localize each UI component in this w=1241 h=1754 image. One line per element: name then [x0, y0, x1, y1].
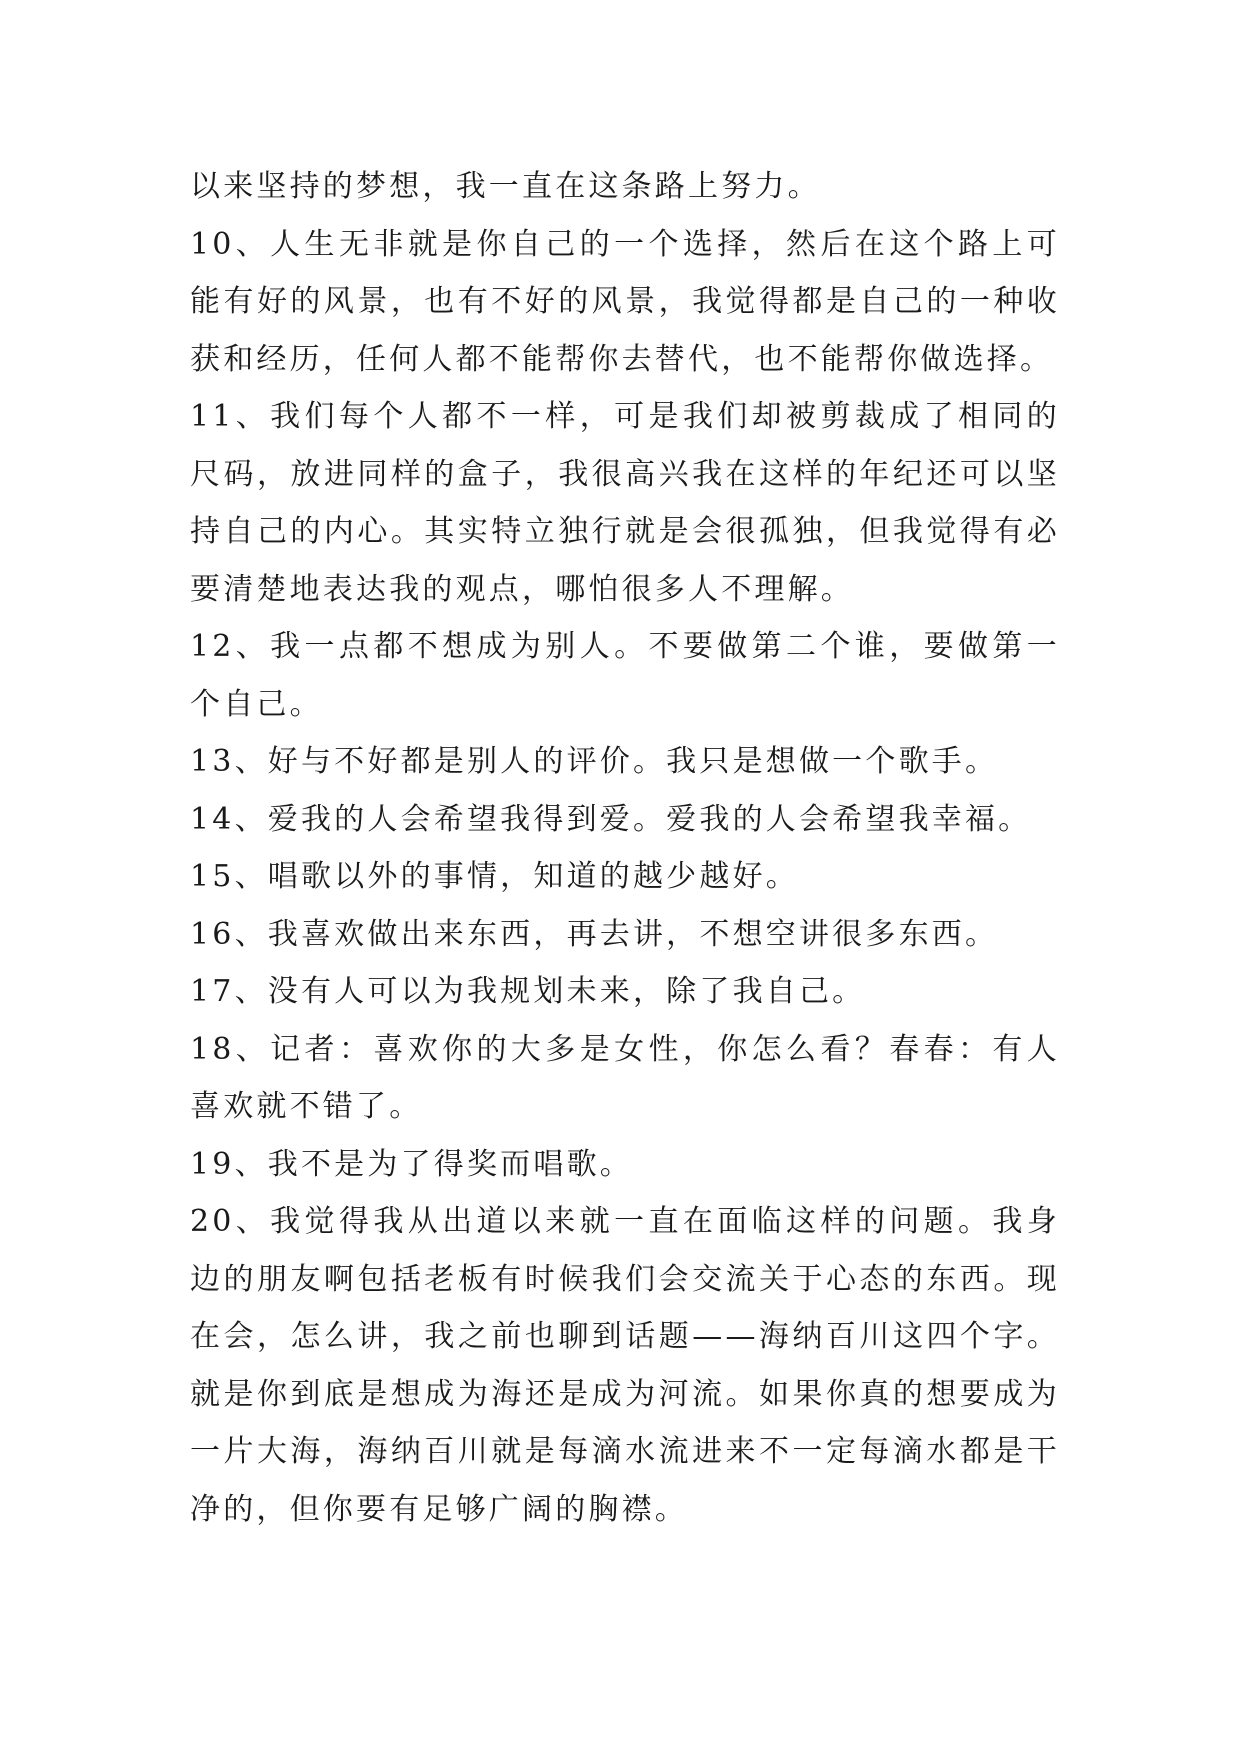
paragraph-item-13: 13、好与不好都是别人的评价。我只是想做一个歌手。 [190, 744, 999, 779]
paragraph-item-12: 12、我一点都不想成为别人。不要做第二个谁，要做第一个自己。 [190, 629, 1060, 722]
paragraph-item-19: 19、我不是为了得奖而唱歌。 [190, 1146, 633, 1182]
paragraph-item-17: 17、没有人可以为我规划未来，除了我自己。 [190, 974, 866, 1009]
paragraph-item-20: 20、我觉得我从出道以来就一直在面临这样的问题。我身边的朋友啊包括老板有时候我们会交流关于心态的东西。现在会，怎么讲，我之前也聊到话题——海纳百川这四个字。就是你到底是想成为海还是成为河流。如果你真的想要成为一片大海，海纳百川就是每滴水流进来不一定每滴水都是干净的，但你要有足够广阔的胸襟。 [190, 1204, 1060, 1527]
paragraph-item-18: 18、记者：喜欢你的大多是女性，你怎么看？春春：有人喜欢就不错了。 [190, 1031, 1060, 1124]
paragraph-item-10: 10、人生无非就是你自己的一个选择，然后在这个路上可能有好的风景，也有不好的风景，我觉得都是自己的一种收获和经历，任何人都不能帮你去替代，也不能帮你做选择。 [190, 226, 1060, 377]
document-body [190, 158, 1060, 1538]
paragraph-continuation: 以来坚持的梦想，我一直在这条路上努力。 [190, 169, 821, 204]
paragraph-item-15: 15、唱歌以外的事情，知道的越少越好。 [190, 859, 799, 894]
paragraph-item-14: 14、爱我的人会希望我得到爱。爱我的人会希望我幸福。 [190, 801, 1032, 837]
paragraph-item-11: 11、我们每个人都不一样，可是我们却被剪裁成了相同的尺码，放进同样的盒子，我很高兴我在这样的年纪还可以坚持自己的内心。其实特立独行就是会很孤独，但我觉得有必要清楚地表达我的观点，哪怕很多人不理解。 [190, 399, 1060, 607]
paragraph-item-16: 16、我喜欢做出来东西，再去讲，不想空讲很多东西。 [190, 916, 999, 952]
